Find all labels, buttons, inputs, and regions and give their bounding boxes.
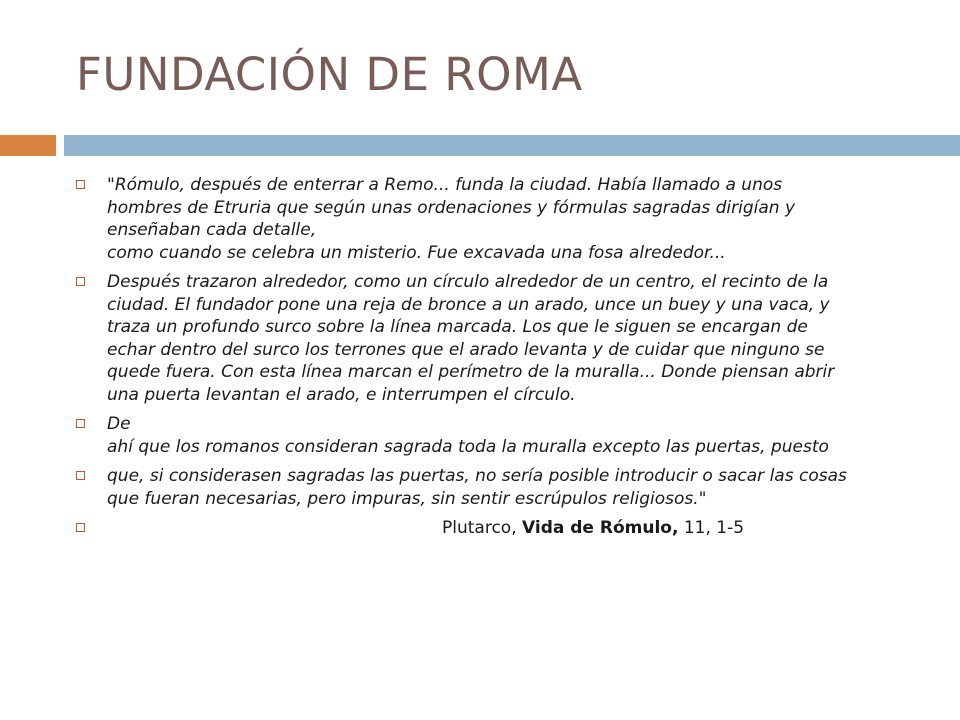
citation-item xyxy=(76,517,906,540)
slide-content xyxy=(76,174,906,547)
quote-line: ciudad. El fundador pone una reja de bronce a un arado, unce un buey y una vaca, y xyxy=(107,294,830,315)
square-bullet-icon xyxy=(76,180,85,189)
quote-line: una puerta levantan el arado, e interrumpen el círculo. xyxy=(107,384,576,405)
quote-line: "Rómulo, después de enterrar a Remo... funda la ciudad. Había llamado a unos xyxy=(107,175,783,195)
quote-line: echar dentro del surco los terrones que el arado levanta y de cuidar que ninguno se xyxy=(107,339,825,360)
quote-line: como cuando se celebra un misterio. Fue excavada una fosa alrededor... xyxy=(107,242,726,263)
bullet-item xyxy=(76,271,906,406)
quote-line: quede fuera. Con esta línea marcan el perímetro de la muralla... Donde piensan abrir xyxy=(107,362,835,382)
square-bullet-icon xyxy=(76,419,85,428)
accent-bar-orange xyxy=(0,135,56,156)
quote-line: enseñaban cada detalle, xyxy=(107,220,317,240)
quote-line: traza un profundo surco sobre la línea marcada. Los que le siguen se encargan de xyxy=(107,317,808,337)
quote-line: que fueran necesarias, pero impuras, sin sentir escrúpulos religiosos." xyxy=(107,488,707,509)
bullet-item xyxy=(76,465,906,510)
quote-line: ahí que los romanos consideran sagrada toda la muralla excepto las puertas, puesto xyxy=(107,436,829,457)
citation-author: Plutarco, xyxy=(442,518,517,538)
citation-work: Vida de Rómulo, xyxy=(522,518,679,538)
quote-line: que, si considerasen sagradas las puertas, no sería posible introducir o sacar las cosas xyxy=(107,466,847,486)
citation-reference: 11, 1-5 xyxy=(683,518,745,538)
accent-bar-blue xyxy=(64,135,960,156)
bullet-item xyxy=(76,413,906,458)
quote-line: Después trazaron alrededor, como un círculo alrededor de un centro, el recinto de la xyxy=(107,272,829,292)
slide-title: FUNDACIÓN DE ROMA xyxy=(76,48,583,101)
square-bullet-icon xyxy=(76,471,85,480)
square-bullet-icon xyxy=(76,523,85,532)
quote-line: hombres de Etruria que según unas ordenaciones y fórmulas sagradas dirigían y xyxy=(107,197,796,218)
quote-line: De xyxy=(107,414,131,434)
square-bullet-icon xyxy=(76,277,85,286)
citation xyxy=(107,517,906,540)
bullet-item xyxy=(76,174,906,264)
